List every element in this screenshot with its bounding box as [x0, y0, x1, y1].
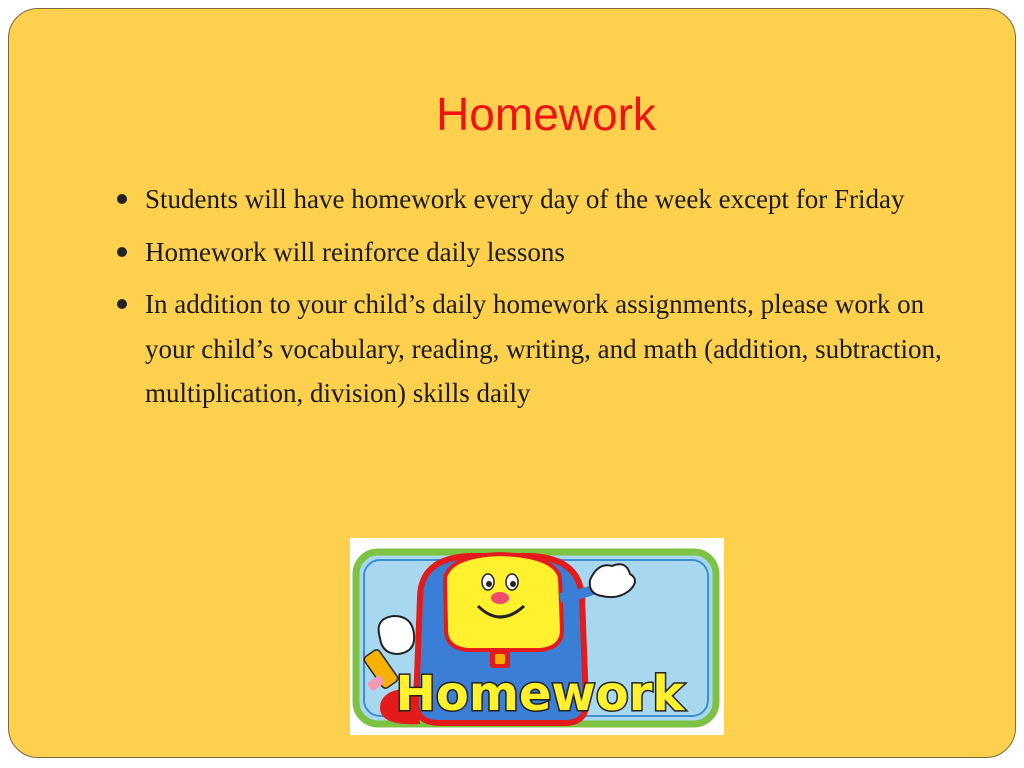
backpack-icon: [350, 538, 724, 735]
bullet-text: In addition to your child’s daily homework assignments, please work on your child’s vocabulary, reading, writing, and math (addition, subtraction, multiplication, division) skills daily: [145, 289, 942, 408]
bullet-text: Students will have homework every day of the week except for Friday: [145, 184, 905, 214]
bullet-item: [117, 230, 967, 275]
bullet-dot-icon: [117, 194, 127, 204]
bullet-dot-icon: [117, 247, 127, 257]
slide: [8, 8, 1016, 758]
slide-title: Homework: [436, 88, 656, 140]
bullet-text: Homework will reinforce daily lessons: [145, 236, 565, 267]
bullet-item: [117, 282, 967, 416]
bullet-dot-icon: [117, 299, 127, 309]
bullet-list: [117, 177, 967, 424]
clipart-word: Homework: [395, 666, 685, 722]
bullet-item: [117, 177, 967, 222]
backpack-homework-clipart: [350, 538, 724, 735]
